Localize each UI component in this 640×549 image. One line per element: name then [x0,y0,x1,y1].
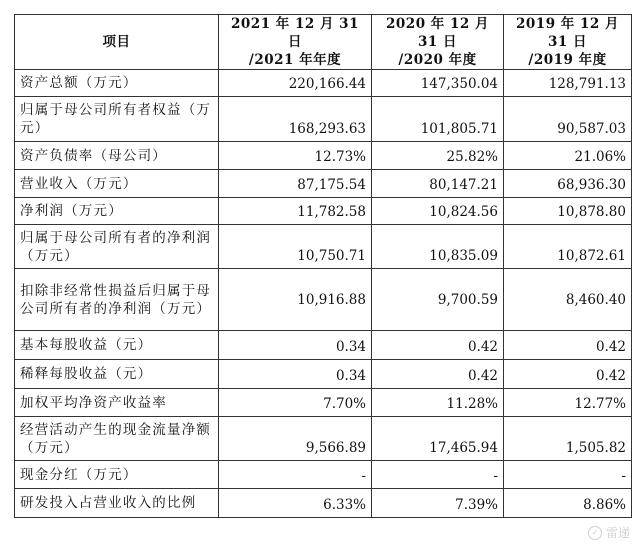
header-2021-period: /2021 年年度 [248,52,342,68]
value-2020: 10,835.09 [372,225,504,269]
value-2020: 17,465.94 [372,417,504,461]
table-header-row [15,15,632,70]
table-row [15,360,632,389]
value-2021: - [219,461,372,489]
row-label: 扣除非经常性损益后归属于母公司所有者的净利润（万元） [15,269,219,331]
row-label: 经营活动产生的现金流量净额（万元） [15,417,219,461]
value-2020: 11.28% [372,389,504,417]
value-2020: 0.42 [372,331,504,360]
value-2019: 8,460.40 [504,269,632,331]
value-2021: 10,750.71 [219,225,372,269]
value-2021: 11,782.58 [219,198,372,225]
financial-table [14,14,632,518]
row-label: 现金分红（万元） [15,461,219,489]
value-2020: 25.82% [372,142,504,170]
row-label: 归属于母公司所有者权益（万元） [15,97,219,142]
watermark [588,524,630,541]
value-2021: 87,175.54 [219,170,372,198]
header-2020-date: 2020 年 12 月 31 日 [386,16,489,50]
header-2019-period: /2019 年度 [528,52,607,68]
value-2020: 80,147.21 [372,170,504,198]
header-2021 [219,15,372,70]
value-2021: 6.33% [219,489,372,518]
value-2019: 128,791.13 [504,70,632,97]
value-2021: 12.73% [219,142,372,170]
header-2020 [372,15,504,70]
value-2021: 10,916.88 [219,269,372,331]
row-label: 资产负债率（母公司） [15,142,219,170]
value-2019: 0.42 [504,331,632,360]
watermark-text: 雷递 [605,526,630,540]
value-2019: 12.77% [504,389,632,417]
header-item-label: 项目 [102,34,131,50]
row-label: 资产总额（万元） [15,70,219,97]
table-row [15,389,632,417]
value-2019: 90,587.03 [504,97,632,142]
header-item [15,15,219,70]
table-row [15,461,632,489]
watermark-logo-icon: ✓ [588,526,602,540]
table-row [15,417,632,461]
value-2020: - [372,461,504,489]
value-2019: 0.42 [504,360,632,389]
table-row [15,489,632,518]
value-2021: 9,566.89 [219,417,372,461]
row-label: 稀释每股收益（元） [15,360,219,389]
value-2020: 0.42 [372,360,504,389]
value-2019: 68,936.30 [504,170,632,198]
table-row [15,97,632,142]
value-2021: 0.34 [219,360,372,389]
value-2019: 21.06% [504,142,632,170]
table-row [15,269,632,331]
value-2019: - [504,461,632,489]
value-2019: 10,878.80 [504,198,632,225]
header-2019 [504,15,632,70]
value-2019: 1,505.82 [504,417,632,461]
table-row [15,170,632,198]
table-row [15,198,632,225]
value-2021: 220,166.44 [219,70,372,97]
row-label: 营业收入（万元） [15,170,219,198]
table-row [15,225,632,269]
value-2020: 9,700.59 [372,269,504,331]
header-2020-period: /2020 年度 [398,52,477,68]
value-2020: 10,824.56 [372,198,504,225]
table-row [15,331,632,360]
value-2019: 10,872.61 [504,225,632,269]
value-2021: 168,293.63 [219,97,372,142]
header-2019-date: 2019 年 12 月 31 日 [516,16,619,50]
row-label: 基本每股收益（元） [15,331,219,360]
value-2021: 0.34 [219,331,372,360]
table-row [15,142,632,170]
value-2021: 7.70% [219,389,372,417]
table-row [15,70,632,97]
row-label: 加权平均净资产收益率 [15,389,219,417]
value-2020: 147,350.04 [372,70,504,97]
row-label: 归属于母公司所有者的净利润（万元） [15,225,219,269]
value-2020: 101,805.71 [372,97,504,142]
value-2020: 7.39% [372,489,504,518]
row-label: 净利润（万元） [15,198,219,225]
row-label: 研发投入占营业收入的比例 [15,489,219,518]
value-2019: 8.86% [504,489,632,518]
header-2021-date: 2021 年 12 月 31 日 [231,16,359,50]
